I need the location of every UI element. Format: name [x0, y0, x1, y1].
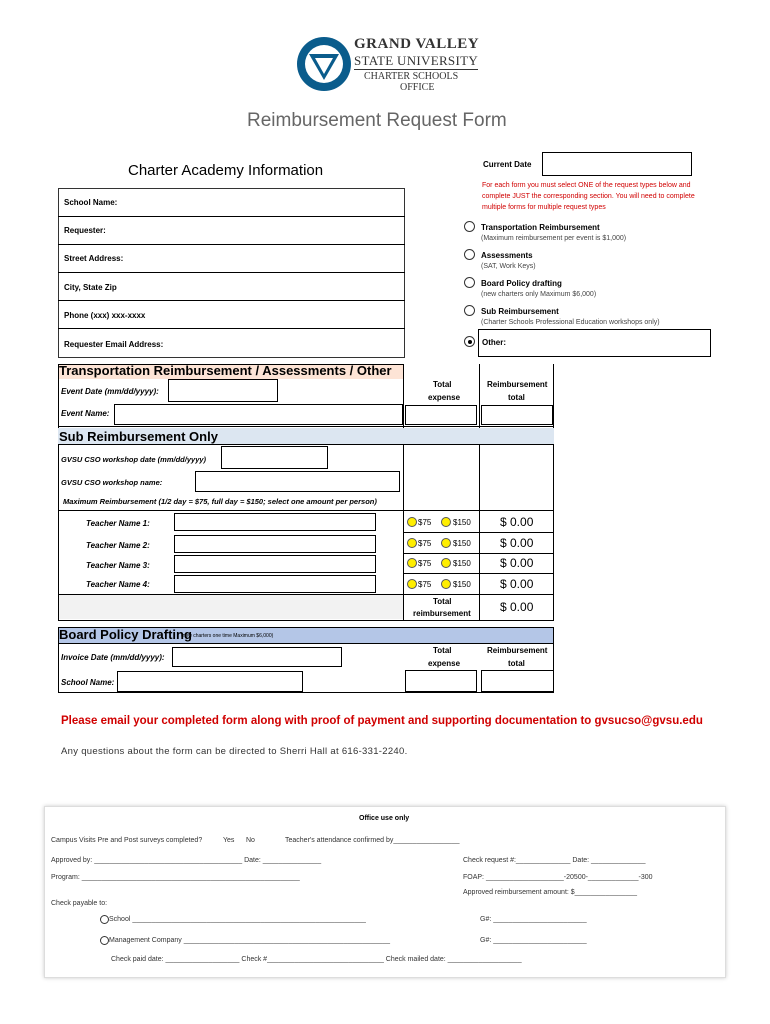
transport-col-reimb: Reimbursement	[487, 380, 548, 389]
instructions-line-2: complete JUST the corresponding section. You will need to complete	[482, 193, 695, 200]
city-state-zip-field[interactable]: City, State Zip	[64, 283, 117, 292]
requester-field[interactable]: Requester:	[64, 226, 106, 235]
phone-field[interactable]: Phone (xxx) xxx-xxxx	[64, 311, 146, 320]
attendance-field[interactable]: Teacher's attendance confirmed by_________________	[285, 837, 460, 844]
school-payee-field[interactable]: School ____________________________________________________________	[109, 916, 366, 923]
transport-option-label: Transportation Reimbursement	[481, 223, 600, 232]
teacher-3-150-radio[interactable]	[441, 558, 451, 568]
invoice-date-label: Invoice Date (mm/dd/yyyy):	[61, 653, 165, 662]
school-payee-radio[interactable]	[100, 915, 109, 924]
check-paid-date-field[interactable]: Check paid date: ___________________ Check #______________________________ Check mailed date: ___________________	[111, 956, 522, 963]
assessments-option-label: Assessments	[481, 251, 533, 260]
transport-total-expense[interactable]	[405, 405, 477, 425]
sub-total-amount: $ 0.00	[500, 600, 534, 614]
form-title: Reimbursement Request Form	[247, 110, 507, 131]
teacher-3-amount: $ 0.00	[500, 556, 534, 570]
board-col-total: Total	[433, 646, 452, 655]
requester-email-field[interactable]: Requester Email Address:	[64, 340, 164, 349]
campus-yes[interactable]: Yes	[223, 837, 235, 844]
office-use-panel	[44, 806, 726, 978]
campus-visits-label: Campus Visits Pre and Post surveys completed?	[51, 837, 203, 844]
board-reimbursement-total	[481, 670, 554, 692]
max-reimbursement-note: Maximum Reimbursement (1/2 day = $75, full day = $150; select one amount per person)	[63, 497, 377, 506]
sub-total-label-2: reimbursement	[413, 609, 471, 618]
teacher-4-150-radio[interactable]	[441, 579, 451, 589]
teacher-4-75-radio[interactable]	[407, 579, 417, 589]
email-notice: Please email your completed form along with proof of payment and supporting documentation to gvsucso@gvsu.edu	[61, 715, 703, 727]
workshop-name-input[interactable]	[195, 471, 400, 492]
teacher-2-amount: $ 0.00	[500, 536, 534, 550]
teacher-2-150-label: $150	[453, 539, 471, 548]
teacher-2-150-radio[interactable]	[441, 538, 451, 548]
gvsu-logo-icon	[296, 36, 352, 92]
transport-radio[interactable]	[464, 221, 475, 232]
teacher-3-75-radio[interactable]	[407, 558, 417, 568]
check-payable-label: Check payable to:	[51, 900, 108, 907]
board-col-reimb: Reimbursement	[487, 646, 548, 655]
teacher-4-amount: $ 0.00	[500, 577, 534, 591]
teacher-3-input[interactable]	[174, 555, 376, 573]
teacher-1-input[interactable]	[174, 513, 376, 531]
board-col-reimb-2: total	[508, 659, 525, 668]
event-date-input[interactable]	[168, 379, 278, 402]
transport-col-total-2: expense	[428, 393, 461, 402]
board-col-total-2: expense	[428, 659, 461, 668]
gvsu-logo	[296, 34, 496, 96]
teacher-3-75-label: $75	[418, 559, 432, 568]
transport-title: Transportation Reimbursement / Assessments / Other	[59, 363, 392, 378]
school-name-field[interactable]: School Name:	[64, 198, 118, 207]
current-date-label: Current Date	[483, 160, 532, 169]
logo-line-3: CHARTER SCHOOLS	[364, 71, 459, 82]
program-field[interactable]: Program: ________________________________________________________	[51, 874, 300, 881]
logo-line-2: STATE UNIVERSITY	[354, 53, 479, 68]
mgmt-payee-radio[interactable]	[100, 936, 109, 945]
office-title: Office use only	[359, 815, 410, 822]
sub-title: Sub Reimbursement Only	[59, 429, 218, 444]
transport-option-note: (Maximum reimbursement per event is $1,000)	[481, 235, 627, 242]
mgmt-payee-field[interactable]: Management Company _____________________________________________________	[109, 937, 391, 944]
sub-reimbursement-radio[interactable]	[464, 305, 475, 316]
teacher-4-75-label: $75	[418, 580, 432, 589]
academy-fields-box	[58, 188, 405, 358]
sub-total-label-1: Total	[433, 597, 452, 606]
street-address-field[interactable]: Street Address:	[64, 254, 124, 263]
transport-col-total: Total	[433, 380, 452, 389]
teacher-2-input[interactable]	[174, 535, 376, 553]
board-total-expense[interactable]	[405, 670, 477, 692]
questions-notice: Any questions about the form can be directed to Sherri Hall at 616-331-2240.	[61, 746, 408, 757]
instructions-line-3: multiple forms for multiple request types	[482, 204, 606, 211]
school-g-number[interactable]: G#: ________________________	[480, 916, 587, 923]
teacher-1-amount: $ 0.00	[500, 515, 534, 529]
teacher-1-label: Teacher Name 1:	[86, 519, 150, 528]
mgmt-g-number[interactable]: G#: ________________________	[480, 937, 587, 944]
event-date-label: Event Date (mm/dd/yyyy):	[61, 387, 159, 396]
teacher-4-150-label: $150	[453, 580, 471, 589]
current-date-input[interactable]	[542, 152, 692, 176]
teacher-1-75-radio[interactable]	[407, 517, 417, 527]
assessments-radio[interactable]	[464, 249, 475, 260]
workshop-date-label: GVSU CSO workshop date (mm/dd/yyyy)	[61, 455, 207, 464]
workshop-date-input[interactable]	[221, 446, 328, 469]
logo-line-1: GRAND VALLEY	[354, 36, 480, 52]
sub-total-row-shade	[59, 595, 403, 619]
teacher-1-150-radio[interactable]	[441, 517, 451, 527]
assessments-option-note: (SAT, Work Keys)	[481, 263, 536, 270]
sub-option-note: (Charter Schools Professional Education workshops only)	[481, 319, 660, 326]
transport-reimbursement-total	[481, 405, 553, 425]
approved-amount-field[interactable]: Approved reimbursement amount: $________________	[463, 889, 637, 896]
teacher-1-150-label: $150	[453, 518, 471, 527]
foap-field[interactable]: FOAP: ____________________-20500-_____________-300	[463, 874, 653, 881]
board-school-name-label: School Name:	[61, 678, 115, 687]
academy-heading: Charter Academy Information	[128, 162, 324, 179]
teacher-2-label: Teacher Name 2:	[86, 541, 150, 550]
instructions-line-1: For each form you must select ONE of the request types below and	[482, 182, 691, 189]
other-input[interactable]	[478, 329, 711, 357]
event-name-input[interactable]	[114, 404, 403, 425]
board-policy-option-note: (new charters only Maximum $6,000)	[481, 291, 597, 298]
event-name-label: Event Name:	[61, 409, 110, 418]
teacher-1-75-label: $75	[418, 518, 432, 527]
board-policy-radio[interactable]	[464, 277, 475, 288]
approved-by-field[interactable]: Approved by: ______________________________________ Date: _______________	[51, 857, 322, 864]
teacher-3-label: Teacher Name 3:	[86, 561, 150, 570]
campus-no[interactable]: No	[246, 837, 255, 844]
teacher-2-75-radio[interactable]	[407, 538, 417, 548]
teacher-4-input[interactable]	[174, 575, 376, 593]
other-radio[interactable]	[464, 336, 475, 347]
sub-option-label: Sub Reimbursement	[481, 307, 559, 316]
transport-col-reimb-2: total	[508, 393, 525, 402]
other-option-label: Other:	[482, 338, 506, 347]
board-title-note: (new charters one time Maximum $6,000)	[181, 633, 274, 639]
teacher-4-label: Teacher Name 4:	[86, 580, 150, 589]
teacher-3-150-label: $150	[453, 559, 471, 568]
board-school-name-input[interactable]	[117, 671, 303, 692]
board-policy-option-label: Board Policy drafting	[481, 279, 562, 288]
invoice-date-input[interactable]	[172, 647, 342, 667]
workshop-name-label: GVSU CSO workshop name:	[61, 478, 163, 487]
board-title: Board Policy Drafting	[59, 627, 192, 642]
check-request-field[interactable]: Check request #:______________ Date: ______________	[463, 857, 646, 864]
teacher-2-75-label: $75	[418, 539, 432, 548]
logo-line-4: OFFICE	[400, 82, 435, 93]
